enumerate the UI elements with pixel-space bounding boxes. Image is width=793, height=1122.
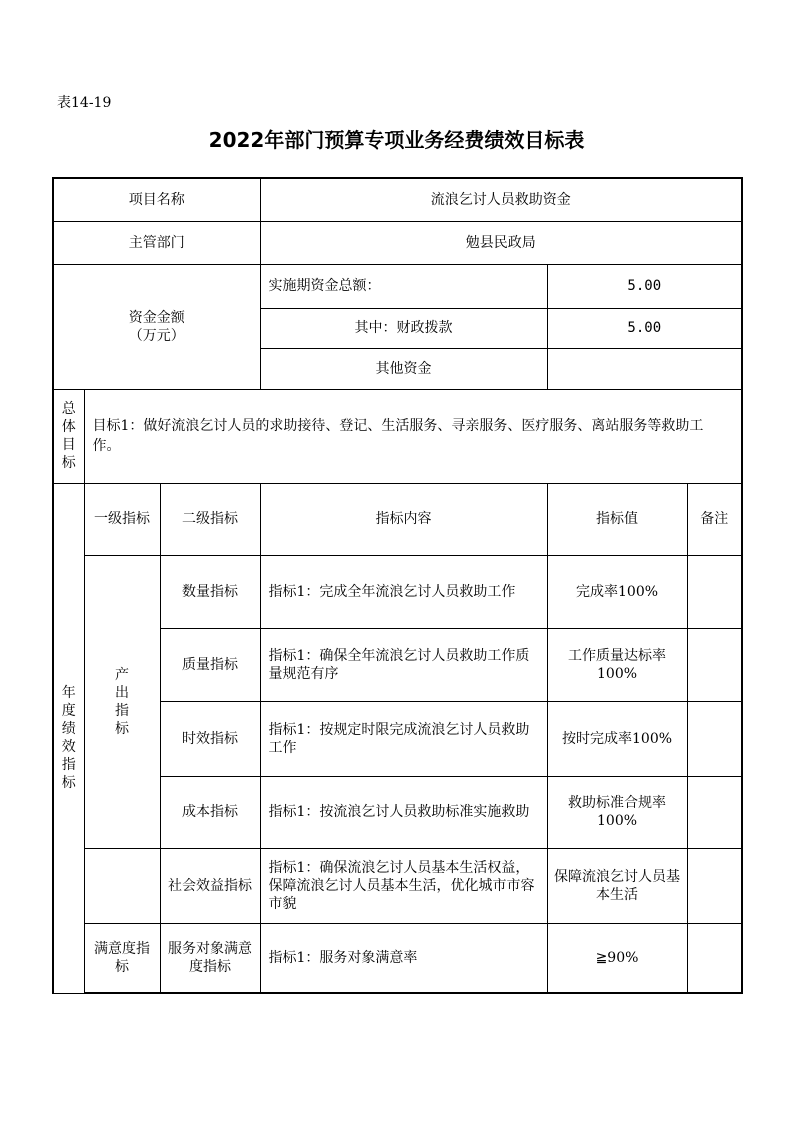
overall-goal-row (53, 389, 742, 483)
overall-goal-char: 总 (61, 401, 76, 417)
overall-goal-char: 目 (61, 437, 76, 453)
annual-label-char: 指 (61, 757, 76, 773)
department-label: 主管部门 (53, 221, 260, 264)
row-value: ≧90% (547, 923, 687, 993)
output-indicator-group (84, 555, 160, 848)
page-title: 2022年部门预算专项业务经费绩效目标表 (208, 128, 585, 152)
project-name-row (53, 178, 742, 221)
performance-target-table (52, 177, 743, 994)
row-level2: 数量指标 (160, 555, 260, 628)
table-row (53, 555, 742, 628)
row-value: 按时完成率100% (547, 701, 687, 776)
department-row (53, 221, 742, 264)
row-level1: 满意度指标 (84, 923, 160, 993)
row-remark (687, 628, 742, 701)
overall-goal-char: 体 (61, 419, 76, 435)
overall-goal-text: 目标1：做好流浪乞讨人员的求助接待、登记、生活服务、寻亲服务、医疗服务、离站服务等救助工作。 (84, 389, 742, 483)
row-content: 指标1：确保全年流浪乞讨人员救助工作质量规范有序 (260, 628, 547, 701)
row-level2: 成本指标 (160, 776, 260, 848)
funds-label-line1: 资金金额 (128, 309, 185, 326)
department-value: 勉县民政局 (260, 221, 742, 264)
header-value: 指标值 (547, 483, 687, 555)
annual-label-char: 效 (61, 739, 76, 755)
project-name-value: 流浪乞讨人员救助资金 (260, 178, 742, 221)
funds-fiscal-value: 5.00 (547, 308, 742, 348)
table-row (53, 848, 742, 923)
table-row (53, 923, 742, 993)
row-content: 指标1：按流浪乞讨人员救助标准实施救助 (260, 776, 547, 848)
output-group-char: 产 (115, 666, 129, 683)
row-remark (687, 776, 742, 848)
annual-label-char: 度 (61, 703, 76, 719)
row-value: 工作质量达标率100% (547, 628, 687, 701)
row-level2: 时效指标 (160, 701, 260, 776)
row-level2: 质量指标 (160, 628, 260, 701)
annual-indicator-label (53, 483, 84, 993)
overall-goal-char: 标 (61, 455, 76, 471)
annual-label-char: 绩 (61, 721, 76, 737)
row-value: 救助标准合规率100% (547, 776, 687, 848)
row-remark (687, 555, 742, 628)
row-content: 指标1：按规定时限完成流浪乞讨人员救助工作 (260, 701, 547, 776)
header-remark: 备注 (687, 483, 742, 555)
row-content: 指标1：服务对象满意率 (260, 923, 547, 993)
header-level2: 二级指标 (160, 483, 260, 555)
header-level1: 一级指标 (84, 483, 160, 555)
output-group-char: 标 (115, 720, 129, 737)
funds-total-row (53, 264, 742, 308)
funds-total-label: 实施期资金总额： (260, 264, 547, 308)
row-content: 指标1：完成全年流浪乞讨人员救助工作 (260, 555, 547, 628)
output-group-char: 出 (115, 684, 129, 701)
row-remark (687, 923, 742, 993)
row-level2: 社会效益指标 (160, 848, 260, 923)
indicator-header-row (53, 483, 742, 555)
annual-label-char: 标 (61, 775, 76, 791)
annual-label-char: 年 (61, 685, 76, 701)
project-name-label: 项目名称 (53, 178, 260, 221)
output-group-char: 指 (115, 702, 129, 719)
funds-fiscal-label: 其中：财政拨款 (260, 308, 547, 348)
header-content: 指标内容 (260, 483, 547, 555)
overall-goal-label (53, 389, 84, 483)
document-number: 表14-19 (57, 95, 112, 111)
row-remark (687, 848, 742, 923)
funds-label (53, 264, 260, 389)
row-value: 保障流浪乞讨人员基本生活 (547, 848, 687, 923)
row-level1 (84, 848, 160, 923)
funds-label-line2: （万元） (128, 327, 185, 344)
row-level2: 服务对象满意度指标 (160, 923, 260, 993)
row-value: 完成率100% (547, 555, 687, 628)
funds-other-label: 其他资金 (260, 348, 547, 389)
funds-total-value: 5.00 (547, 264, 742, 308)
funds-other-value (547, 348, 742, 389)
row-remark (687, 701, 742, 776)
row-content: 指标1：确保流浪乞讨人员基本生活权益，保障流浪乞讨人员基本生活，优化城市市容市貌 (260, 848, 547, 923)
